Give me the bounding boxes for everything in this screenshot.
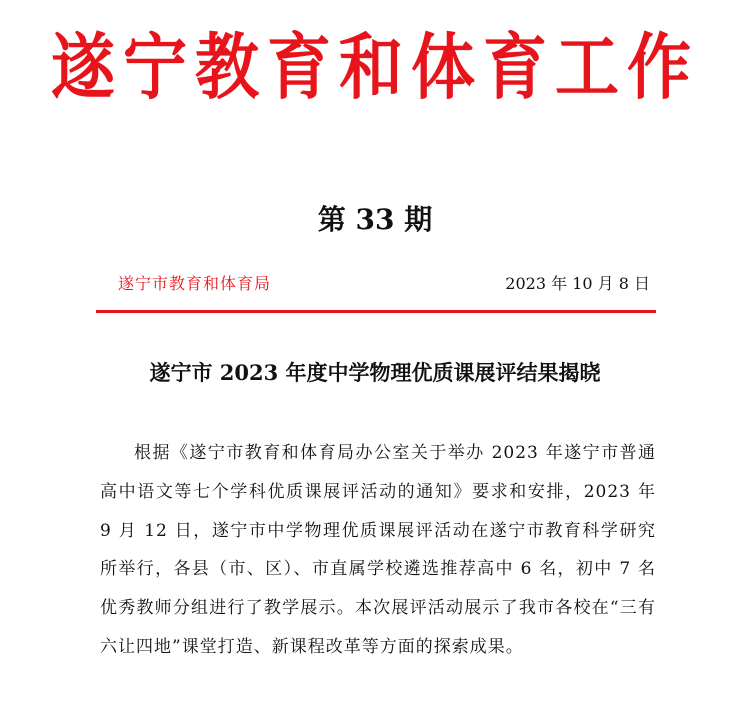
red-divider-rule <box>96 310 656 313</box>
article-body: 根据《遂宁市教育和体育局办公室关于举办 2023 年遂宁市普通高中语文等七个学科优质课展评活动的通知》要求和安排，2023 年 9 月 12 日，遂宁市中学物理优质课展评活动在遂宁市教育科学研究所举行，各县（市、区）、市直属学校遴选推荐高中 6 名，初中 7 名优秀教师分组进行了教学展示。本次展评活动展示了我市各校在“三有六让四地”课堂打造、新课程改革等方面的探索成果。 <box>100 443 656 657</box>
issue-date: 2023 年 10 月 8 日 <box>505 274 650 293</box>
meta-row <box>96 266 652 302</box>
issue-number: 第 33 期 <box>317 203 433 236</box>
masthead-title: 遂宁教育和体育工作 <box>51 25 699 110</box>
issuer-name: 遂宁市教育和体育局 <box>118 274 272 293</box>
article-headline: 遂宁市 2023 年度中学物理优质课展评结果揭晓 <box>149 360 601 385</box>
